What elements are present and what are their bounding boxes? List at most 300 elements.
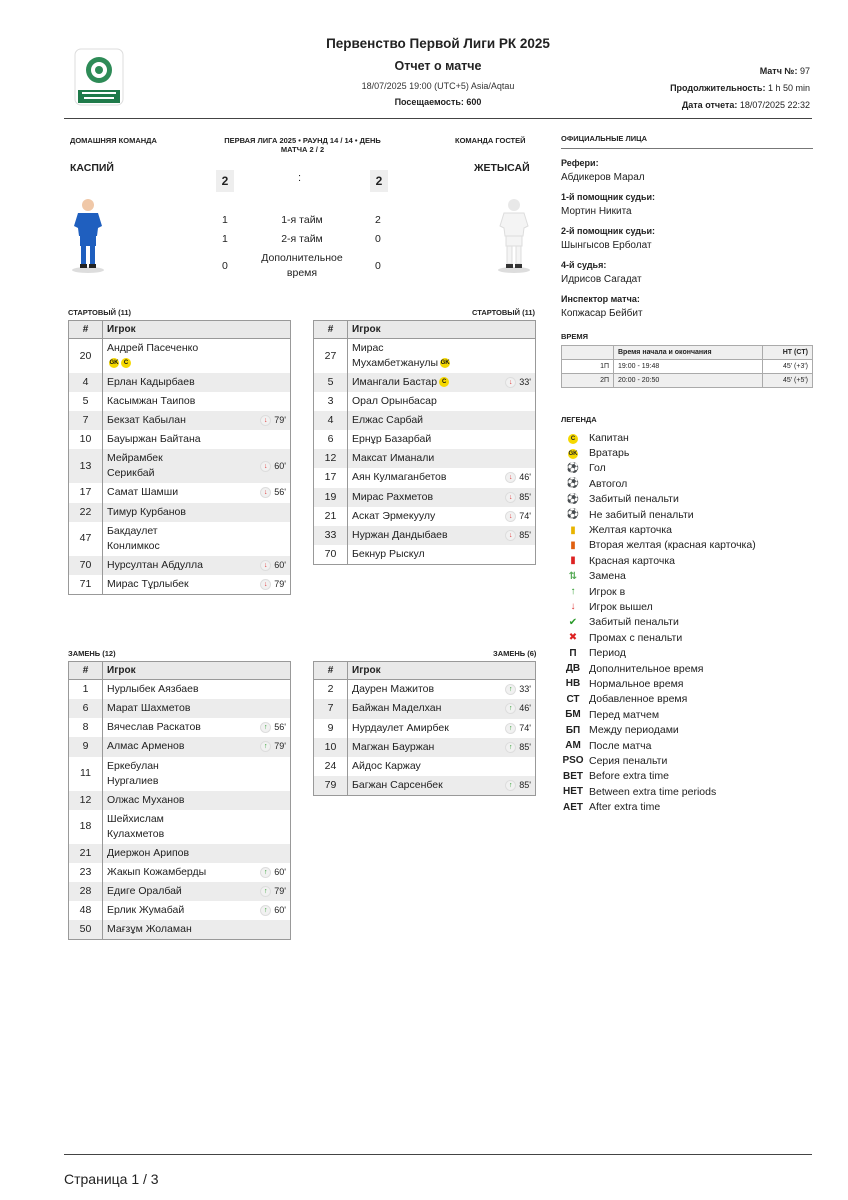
captain-badge: C [439,377,449,387]
player-events [458,468,536,487]
player-events [213,430,291,449]
legend-icon [561,771,585,782]
goalkeeper-badge: GK [440,360,450,367]
player-number: 9 [314,719,348,738]
player-name-text: Еркебулан Нургалиев [107,759,159,787]
sub-minute: 60' [274,866,286,877]
official-name: Мортин Никита [561,206,632,217]
player-name-text: Мирас Рахметов [352,490,434,503]
player-events [458,680,536,700]
player-events [213,844,291,863]
player-number: 7 [69,411,103,430]
legend-icon [561,478,585,489]
player-number: 19 [314,488,348,507]
player-name [103,718,213,737]
player-name-text: Диержон Арипов [107,846,190,859]
sub-minute: 85' [519,530,531,541]
player-row [69,373,291,392]
legend-symbol-icon: ✔ [568,616,578,628]
time-ht: 45' (+5') [763,374,813,388]
col-number-header: # [314,321,348,339]
legend-item [561,753,813,768]
player-number: 11 [69,757,103,791]
officials-list [561,158,813,319]
legend-text: Between extra time periods [589,785,717,798]
captain-badge: C [121,358,131,368]
legend-text: Период [589,647,626,660]
goalkeeper-icon: GK [568,451,578,458]
player-row [314,719,536,738]
player-row [314,392,536,411]
official-name: Копжасар Бейбит [561,308,643,319]
player-name-text: Багжан Сарсенбек [352,779,443,792]
legend-text: Красная карточка [589,554,675,567]
away-subs-title: ЗАМЕНЬ (6) [493,649,537,658]
home-team-label: ДОМАШНЯЯ КОМАНДА [70,136,157,145]
col-number-header: # [69,321,103,339]
player-number: 71 [69,575,103,595]
player-row [69,844,291,863]
player-name [103,901,213,920]
legend-item [561,522,813,537]
footer-divider [64,1154,812,1155]
legend-panel [561,415,813,815]
player-name [103,339,213,374]
player-number: 18 [69,810,103,844]
away-extra-time: 0 [375,260,381,272]
report-date-label: Дата отчета: [681,100,738,110]
player-events [458,526,536,545]
player-name-text: Олжас Муханов [107,793,185,806]
duration-label: Продолжительность: [670,83,766,93]
player-row [69,882,291,901]
time-period: 2П [562,374,614,388]
legend-symbol-icon: ⚽ [566,493,580,505]
sub-minute: 74' [519,510,531,521]
legend-text: Нормальное время [589,677,684,690]
player-name-text: Магжан Бауржан [352,740,435,753]
legend-symbol-icon: НВ [565,678,581,690]
home-1st-half: 1 [222,214,228,226]
player-row [314,776,536,796]
round-info: ПЕРВАЯ ЛИГА 2025 • РАУНД 14 / 14 • ДЕНЬ МАТЧА 2 / 2 [224,136,381,154]
player-name [103,411,213,430]
player-name-text: Ернұр Базарбай [352,433,432,446]
player-events [458,545,536,565]
legend-item [561,461,813,476]
player-row [69,556,291,575]
player-row [69,757,291,791]
player-name [348,699,458,718]
legend-icon [561,709,585,720]
player-events [458,488,536,507]
player-number: 4 [314,411,348,430]
legend-icon [561,678,585,689]
player-name [103,737,213,756]
player-events [213,791,291,810]
away-subs-table [313,661,536,796]
home-team-name: КАСПИЙ [70,162,114,174]
player-row [314,488,536,507]
report-date-value: 18/07/2025 22:32 [739,100,810,110]
player-row [69,699,291,718]
legend-item [561,599,813,614]
period-label-1: 1-я тайм [281,214,323,226]
player-name-text: Ерлан Кадырбаев [107,376,195,388]
officials-panel [561,134,813,319]
player-name-text: Жакып Кожамберды [107,865,207,878]
player-events [213,449,291,483]
col-player-header: Игрок [103,662,291,680]
legend-text: After extra time [589,801,661,814]
player-number: 10 [314,738,348,757]
legend-symbol-icon: AET [563,801,583,813]
player-events [213,810,291,844]
player-events [213,411,291,430]
legend-item [561,692,813,707]
player-out-icon: ↓ [260,415,271,426]
player-events [458,449,536,468]
player-out-icon: ↓ [260,579,271,590]
player-name [348,411,458,430]
player-name [103,699,213,718]
sub-minute: 33' [519,684,531,694]
player-out-icon: ↓ [505,377,516,388]
player-row [314,339,536,374]
player-name-text: Байжан Маделхан [352,702,442,715]
player-events [458,392,536,411]
player-number: 8 [69,718,103,737]
time-period: 1П [562,360,614,374]
player-number: 33 [314,526,348,545]
col-number-header: # [314,662,348,680]
player-name [348,339,458,374]
legend-item [561,538,813,553]
sub-minute: 60' [274,460,286,471]
officials-title: ОФИЦИАЛЬНЫЕ ЛИЦА [561,134,813,149]
player-events [213,737,291,756]
legend-item [561,476,813,491]
player-row [69,920,291,940]
legend-text: Before extra time [589,770,669,783]
player-out-icon: ↓ [505,511,516,522]
player-events [213,392,291,411]
legend-icon [561,494,585,505]
sub-minute: 56' [274,722,286,732]
player-row [69,810,291,844]
player-row [314,680,536,700]
player-out-icon: ↓ [260,487,271,498]
player-row [314,468,536,487]
league-logo [74,48,124,106]
sub-minute: 46' [519,472,531,483]
legend-text: Капитан [589,431,629,444]
player-number: 9 [69,737,103,756]
player-name [348,373,458,392]
official-role: Инспектор матча: [561,294,640,304]
player-number: 6 [314,430,348,449]
player-row [69,737,291,756]
legend-symbol-icon: БП [565,724,581,736]
legend-text: Не забитый пенальти [589,508,694,521]
legend-symbol-icon: ▮ [570,524,576,536]
legend-icon [561,432,585,444]
player-in-icon: ↑ [505,684,516,695]
legend-icon [561,555,585,566]
report-subtitle: Отчет о матче [394,59,482,73]
legend-symbol-icon: ▮ [570,555,576,567]
player-number: 5 [69,392,103,411]
time-col-ht: HT (CT) [763,346,813,360]
legend-symbol-icon: ↑ [570,586,576,598]
player-name [103,556,213,575]
player-name-text: Орал Орынбасар [352,395,437,408]
legend-item [561,630,813,645]
sub-minute: 46' [519,703,531,714]
player-events [458,411,536,430]
sub-minute: 60' [274,905,286,916]
sub-minute: 79' [274,415,286,425]
time-range: 20:00 - 20:50 [614,374,763,388]
legend-title: ЛЕГЕНДА [561,415,597,424]
player-number: 17 [314,468,348,487]
player-row [69,718,291,737]
away-team-name: ЖЕТЫСАЙ [474,162,530,174]
player-number: 20 [69,339,103,374]
legend-text: Замена [589,570,626,583]
legend-icon [561,663,585,674]
page-number: Страница 1 / 3 [64,1171,159,1187]
player-number: 48 [69,901,103,920]
player-number: 70 [69,556,103,575]
legend-symbol-icon: ⇅ [568,570,578,582]
player-row [69,901,291,920]
player-events [458,757,536,776]
player-name [103,844,213,863]
player-events [458,507,536,526]
away-1st-half: 2 [375,214,381,226]
legend-item [561,676,813,691]
player-number: 47 [69,522,103,556]
legend-icon [561,509,585,520]
player-name-text: Мейрамбек Серикбай [107,452,163,480]
player-events [213,882,291,901]
player-number: 6 [69,699,103,718]
legend-item [561,738,813,753]
player-row [69,392,291,411]
legend-text: Дополнительное время [589,662,704,675]
player-name [103,920,213,940]
home-starting-table [68,320,291,595]
legend-text: Забитый пенальти [589,616,679,629]
away-2nd-half: 0 [375,233,381,245]
sub-minute: 33' [519,377,531,387]
legend-icon [561,632,585,643]
legend-item [561,553,813,568]
col-number-header: # [69,662,103,680]
legend-item [561,769,813,784]
player-events [213,718,291,737]
player-name-text: Бакдаулет Конлимкос [107,524,160,552]
legend-item [561,445,813,460]
legend-icon [561,740,585,751]
goalkeeper-badge: GK [109,360,119,367]
player-name-text: Шейхислам Кулахметов [107,812,165,840]
player-name-text: Аян Кулмаганбетов [352,471,447,484]
player-name [348,392,458,411]
player-name [348,468,458,487]
official-role: 4-й судья: [561,260,607,270]
player-name [103,810,213,844]
player-events [213,699,291,718]
player-row [69,791,291,810]
player-events [213,483,291,502]
legend-icon [561,463,585,474]
sub-minute: 60' [274,559,286,570]
player-in-icon: ↑ [260,741,271,752]
player-name-text: Айдос Каржау [352,760,421,773]
player-row [314,449,536,468]
legend-text: Автогол [589,477,628,490]
player-name [103,483,213,502]
player-row [69,483,291,502]
home-starting-title: СТАРТОВЫЙ (11) [68,308,132,317]
legend-text: Гол [589,462,606,475]
player-name [103,449,213,483]
player-name-text: Даурен Мажитов [352,683,435,696]
player-number: 24 [314,757,348,776]
player-row [314,411,536,430]
player-number: 21 [69,844,103,863]
player-events [213,863,291,882]
player-name [103,680,213,700]
player-name-text: Нурлыбек Аязбаев [107,683,199,695]
legend-text: Между периодами [589,724,679,737]
player-name [103,882,213,901]
player-name [348,449,458,468]
player-row [69,339,291,374]
player-in-icon: ↑ [260,905,271,916]
time-col-range: Время начала и окончания [614,346,763,360]
player-number: 21 [314,507,348,526]
player-name-text: Имангали Бастар [352,376,438,389]
player-name-text: Бекнур Рыскул [352,548,425,561]
legend-symbol-icon: БМ [565,709,581,721]
official-name: Шынгысов Ерболат [561,240,652,251]
player-name [103,430,213,449]
player-events [213,373,291,392]
player-name-text: Нурсултан Абдулла [107,558,203,571]
match-number-value: 97 [799,66,810,76]
away-team-label: КОМАНДА ГОСТЕЙ [455,136,526,145]
col-player-header: Игрок [103,321,291,339]
legend-symbol-icon: СТ [566,693,580,705]
period-label-2: 2-я тайм [281,233,323,245]
header-divider [64,118,812,119]
legend-symbol-icon: ДВ [565,663,581,675]
player-number: 23 [69,863,103,882]
player-events [213,339,291,374]
player-row [69,575,291,595]
time-range: 19:00 - 19:48 [614,360,763,374]
sub-minute: 56' [274,487,286,498]
legend-text: Вторая желтая (красная карточка) [589,539,756,552]
away-kit-icon [496,196,532,274]
player-events [458,738,536,757]
official-role: Рефери: [561,158,599,168]
legend-item [561,615,813,630]
home-extra-time: 0 [222,260,228,272]
player-out-icon: ↓ [260,461,271,472]
time-title: ВРЕМЯ [561,332,589,341]
player-row [69,411,291,430]
attendance [238,97,638,107]
player-out-icon: ↓ [505,492,516,503]
legend-symbol-icon: HET [563,786,583,798]
player-name-text: Андрей Пасеченко [107,342,199,354]
player-row [69,449,291,483]
legend-icon [561,725,585,736]
time-table [561,345,813,388]
legend-icon [561,601,585,612]
player-name [103,757,213,791]
player-in-icon: ↑ [505,723,516,734]
legend-text: Добавленное время [589,693,688,706]
period-label-3: Дополнительное время [261,252,343,279]
player-name [103,503,213,522]
player-name [348,738,458,757]
legend-text: Промах с пенальти [589,631,683,644]
player-name [103,575,213,595]
player-in-icon: ↑ [505,742,516,753]
player-name-text: Мирас Тұрлыбек [107,577,189,590]
attendance-label: Посещаемость: [394,97,464,107]
player-number: 13 [69,449,103,483]
legend-icon [561,786,585,797]
home-2nd-half: 1 [222,233,228,245]
legend-text: Серия пенальти [589,754,668,767]
legend-item [561,799,813,814]
player-events [213,503,291,522]
player-number: 79 [314,776,348,796]
legend-item [561,492,813,507]
player-row [314,738,536,757]
player-name-text: Нурдаулет Амирбек [352,721,449,734]
official-name: Идрисов Сагадат [561,274,642,285]
legend-symbol-icon: ⚽ [566,509,580,521]
player-in-icon: ↑ [505,703,516,714]
legend-icon [561,586,585,597]
player-name [348,776,458,796]
player-number: 22 [69,503,103,522]
legend-symbol-icon: BET [563,770,583,782]
player-row [69,503,291,522]
player-number: 12 [69,791,103,810]
player-out-icon: ↓ [505,530,516,541]
sub-minute: 79' [274,741,286,752]
official-role: 2-й помощник судьи: [561,226,656,236]
legend-item [561,645,813,660]
sub-minute: 79' [274,578,286,589]
player-name-text: Мирас Мухамбетжанулы [352,342,439,369]
legend-item [561,722,813,737]
match-datetime: 18/07/2025 19:00 (UTC+5) Asia/Aqtau [361,81,515,91]
player-events [213,901,291,920]
player-number: 70 [314,545,348,565]
legend-text: После матча [589,739,652,752]
sub-minute: 74' [519,722,531,733]
legend-symbol-icon: ↓ [570,601,576,613]
